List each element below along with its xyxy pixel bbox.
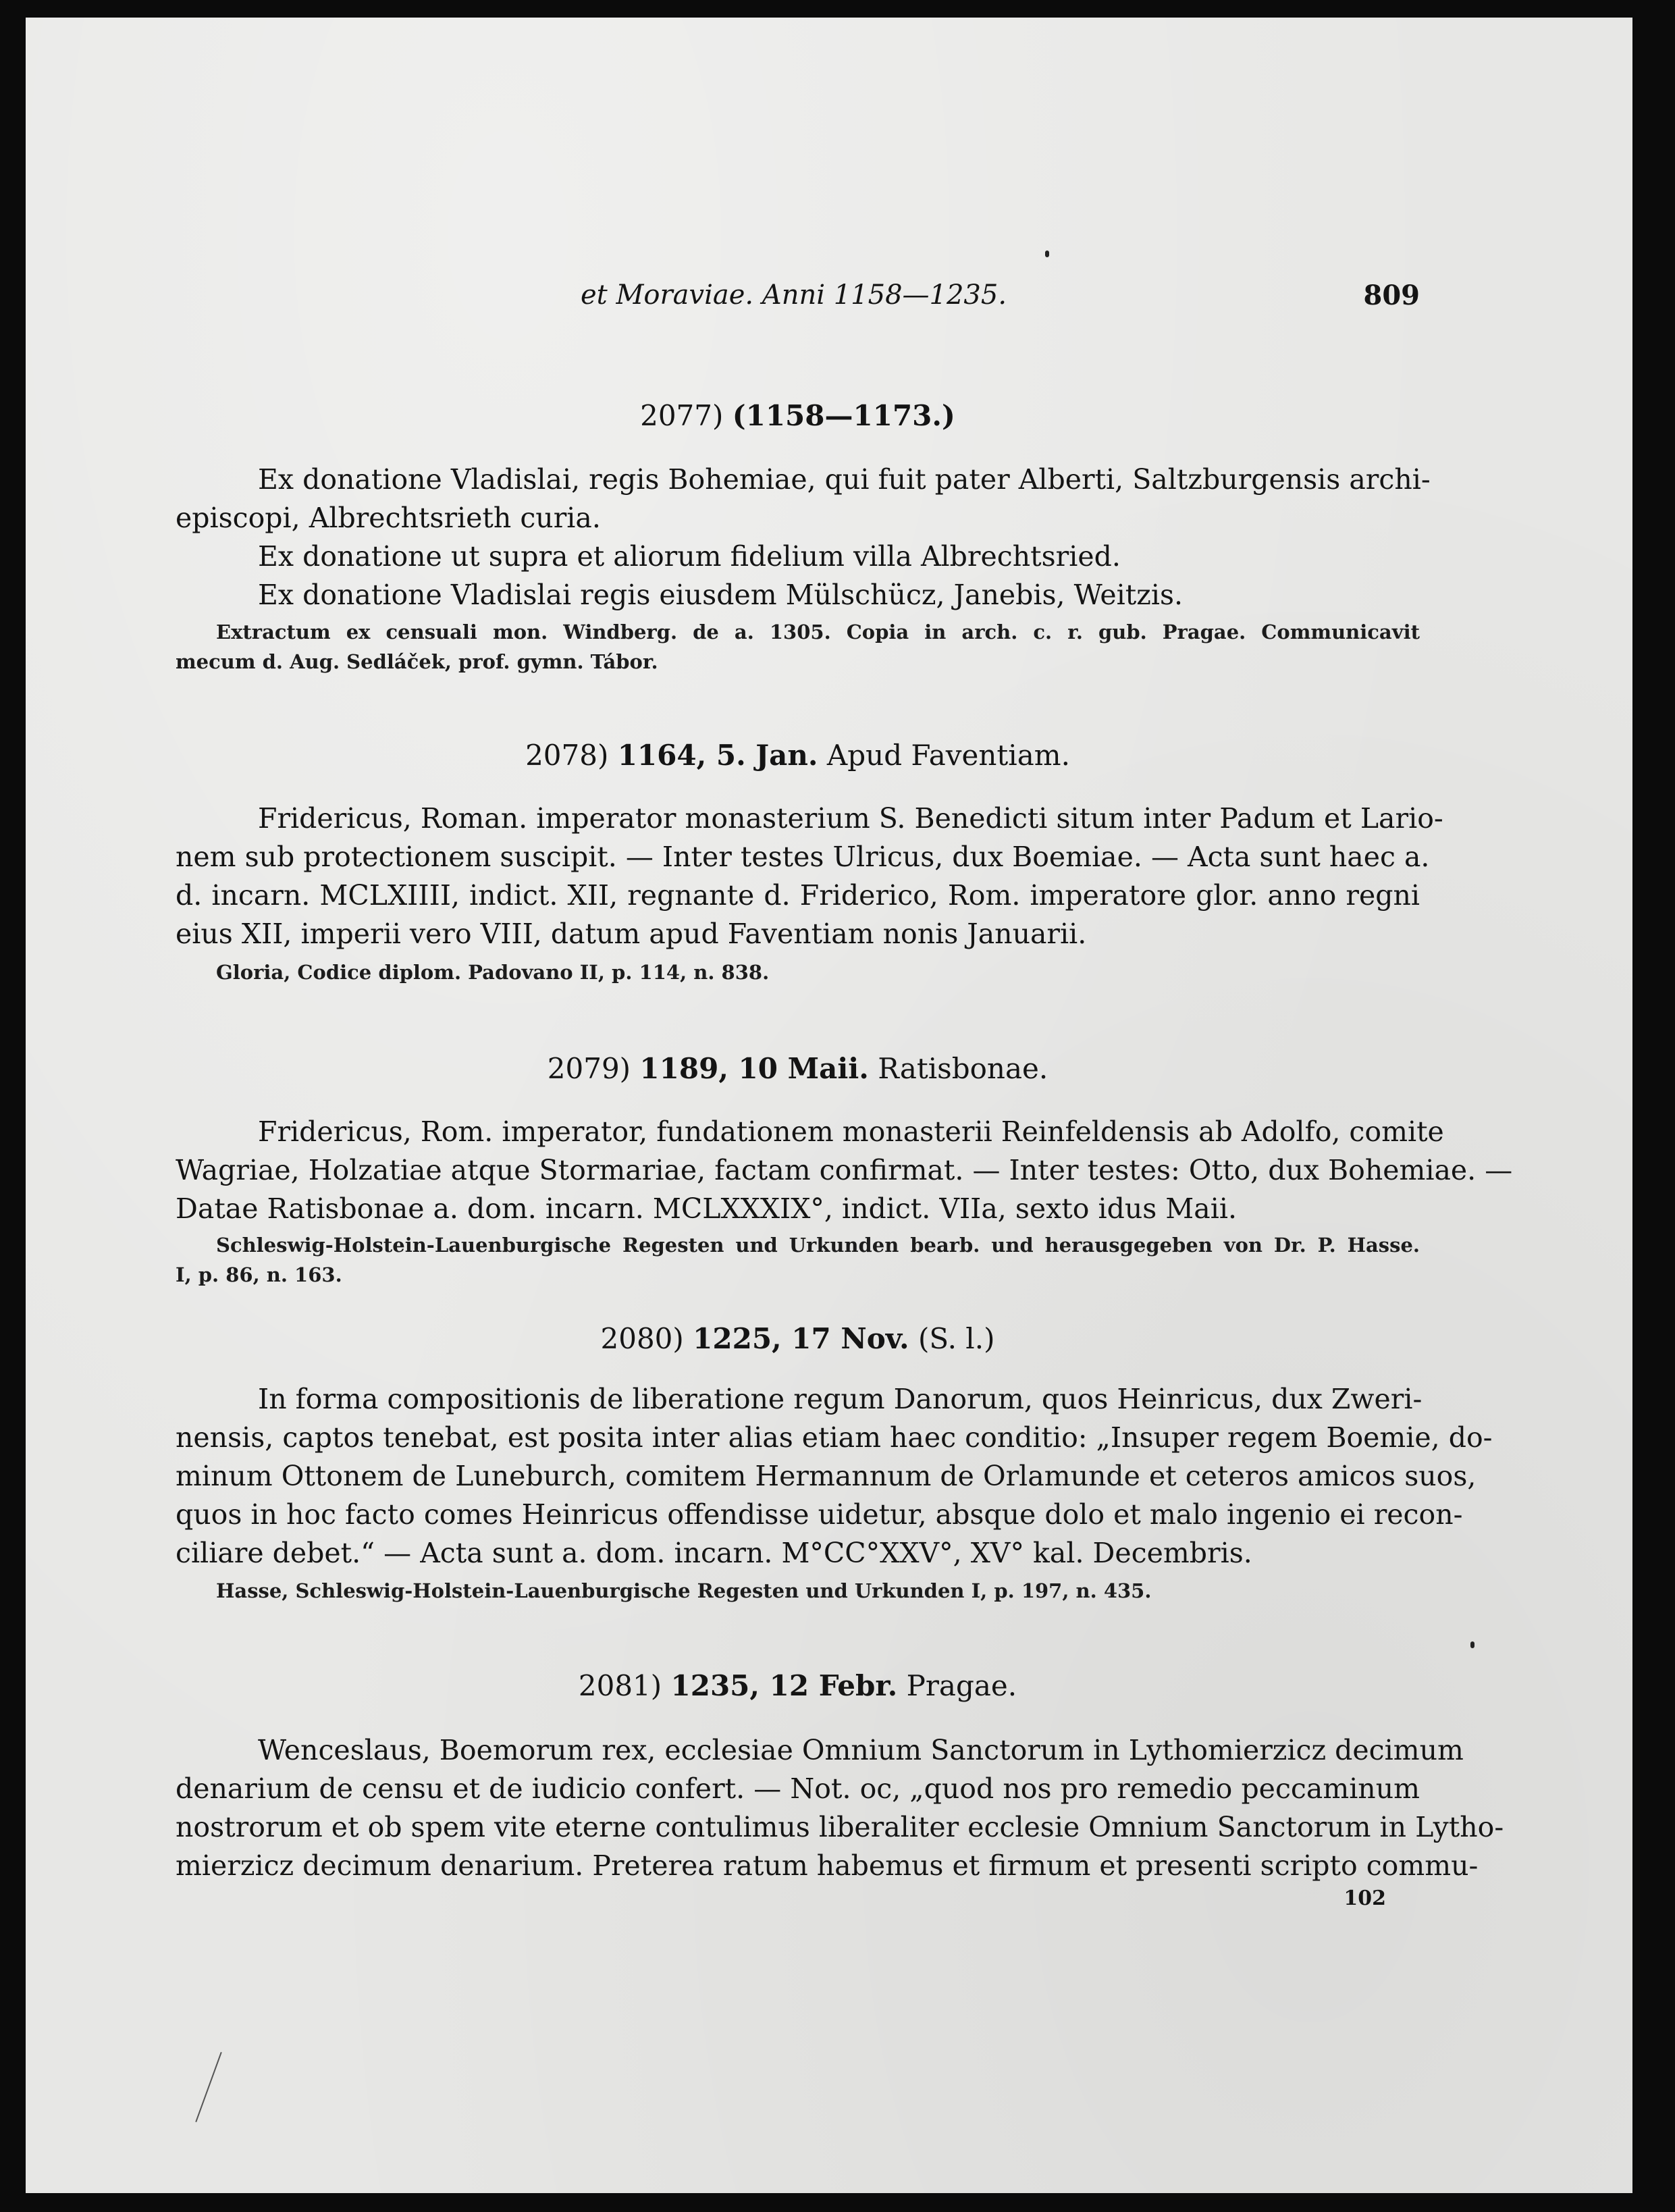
text-line: episcopi, Albrechtsrieth curia. (176, 502, 601, 534)
text-line: mierzicz decimum denarium. Preterea ratum habemus et firmum et presenti scripto commu- (176, 1849, 1479, 1882)
note-line: Extractum ex censuali mon. Windberg. de a. 1305. Copia in arch. c. r. gub. Pragae. Communicavit (216, 621, 1420, 643)
text-line: Fridericus, Rom. imperator, fundationem monasterii Reinfeldensis ab Adolfo, comite (258, 1115, 1444, 1148)
text-line: Ex donatione Vladislai, regis Bohemiae, qui fuit pater Alberti, Saltzburgensis archi- (258, 463, 1431, 496)
scan-speck (1045, 251, 1049, 257)
entry-heading-2081: 2081) 1235, 12 Febr. Pragae. (578, 1669, 1017, 1702)
entry-heading-2079: 2079) 1189, 10 Maii. Ratisbonae. (547, 1052, 1048, 1085)
entry-note-2080 (176, 1576, 1420, 1606)
text-line: quos in hoc facto comes Heinricus offendisse uidetur, absque dolo et malo ingenio ei recon- (176, 1498, 1463, 1531)
entry-text-2080 (176, 1380, 1493, 1573)
entry-text-2079 (176, 1113, 1513, 1228)
running-head (176, 280, 1420, 320)
text-line: Wagriae, Holzatiae atque Stormariae, factam confirmat. — Inter testes: Otto, dux Bohemiae. — (176, 1154, 1513, 1186)
entry-heading-2077: 2077) (1158—1173.) (640, 399, 955, 432)
note-line: Gloria, Codice diplom. Padovano II, p. 114, n. 838. (216, 961, 770, 984)
entry-note-2077 (176, 617, 1420, 677)
text-line: nem sub protectionem suscipit. — Inter testes Ulricus, dux Boemiae. — Acta sunt haec a. (176, 841, 1430, 873)
scan-scratch-mark (195, 2052, 222, 2122)
text-line: Datae Ratisbonae a. dom. incarn. MCLXXXIX°, indict. VIIa, sexto idus Maii. (176, 1192, 1237, 1225)
text-line: nostrorum et ob spem vite eterne contulimus liberaliter ecclesie Omnium Sanctorum in Lytho- (176, 1811, 1504, 1843)
text-line: nensis, captos tenebat, est posita inter alias etiam haec conditio: „Insuper regem Boemie, do- (176, 1421, 1493, 1454)
text-line: eius XII, imperii vero VIII, datum apud Faventiam nonis Januarii. (176, 918, 1087, 950)
document-page (26, 18, 1632, 2193)
page-number: 809 (1363, 280, 1420, 311)
entry-heading-2080: 2080) 1225, 17 Nov. (S. l.) (600, 1322, 995, 1355)
note-line: Schleswig-Holstein-Lauenburgische Regesten und Urkunden bearb. und herausgegeben von Dr. P. Hasse. (216, 1234, 1420, 1257)
entry-note-2079 (176, 1230, 1420, 1290)
text-line: denarium de censu et de iudicio confert. — Not. oc, „quod nos pro remedio peccaminum (176, 1772, 1420, 1805)
entry-text-2078 (176, 799, 1443, 953)
text-line: Ex donatione ut supra et aliorum fidelium villa Albrechtsried. (258, 540, 1121, 573)
text-line: minum Ottonem de Luneburch, comitem Hermannum de Orlamunde et ceteros amicos suos, (176, 1460, 1477, 1492)
note-line: mecum d. Aug. Sedláček, prof. gymn. Tábor. (176, 650, 658, 673)
text-line: Ex donatione Vladislai regis eiusdem Mülschücz, Janebis, Weitzis. (258, 579, 1184, 611)
note-line: I, p. 86, n. 163. (176, 1263, 342, 1286)
text-line: ciliare debet.“ — Acta sunt a. dom. incarn. M°CC°XXV°, XV° kal. Decembris. (176, 1537, 1252, 1569)
note-line: Hasse, Schleswig-Holstein-Lauenburgische Regesten und Urkunden I, p. 197, n. 435. (216, 1579, 1152, 1602)
scan-speck (1470, 1641, 1474, 1648)
entry-note-2078 (176, 957, 1420, 987)
text-line: Wenceslaus, Boemorum rex, ecclesiae Omnium Sanctorum in Lythomierzicz decimum (258, 1734, 1464, 1766)
text-line: In forma compositionis de liberatione regum Danorum, quos Heinricus, dux Zweri- (258, 1383, 1423, 1415)
signature-mark: 102 (1344, 1887, 1386, 1910)
text-line: Fridericus, Roman. imperator monasterium S. Benedicti situm inter Padum et Lario- (258, 802, 1443, 835)
entry-text-2077 (176, 460, 1431, 614)
text-line: d. incarn. MCLXIIII, indict. XII, regnante d. Friderico, Rom. imperatore glor. anno regni (176, 879, 1420, 912)
entry-heading-2078: 2078) 1164, 5. Jan. Apud Faventiam. (525, 739, 1070, 772)
running-title: et Moraviae. Anni 1158—1235. (581, 280, 1007, 311)
entry-text-2081 (176, 1731, 1504, 1885)
